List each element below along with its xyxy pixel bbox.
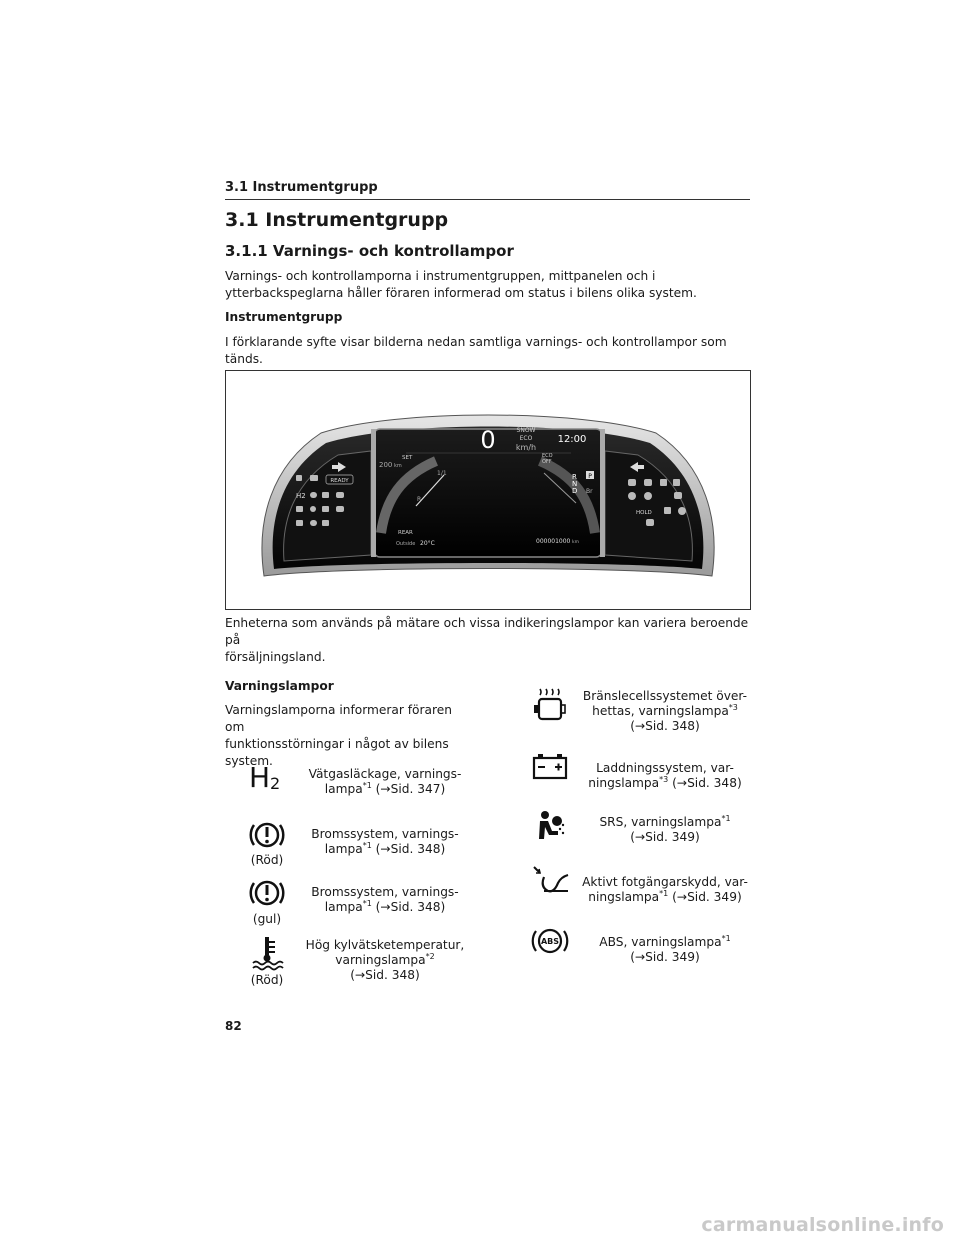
footnote-mark: *1 — [362, 840, 372, 850]
footnote-mark: *2 — [425, 951, 435, 961]
entry-line — [295, 842, 475, 857]
entry-text: varningslampa — [335, 953, 426, 967]
entry-line: Laddningssystem, var- — [596, 761, 734, 775]
entry-line — [295, 900, 475, 915]
gear-n: N — [572, 480, 578, 488]
page-ref: (→Sid. 348) — [371, 900, 446, 914]
instrument-heading: Instrumentgrupp — [225, 310, 343, 324]
entry-text: hettas, varningslampa — [592, 704, 729, 718]
entry-line — [295, 953, 475, 968]
entry-line — [575, 704, 755, 719]
page-ref: (→Sid. 347) — [371, 782, 446, 796]
range-value: 200 — [379, 461, 393, 469]
page-ref: (→Sid. 348) — [630, 719, 700, 733]
gear-p: P — [588, 473, 592, 480]
entry-line: Bromssystem, varnings- — [311, 827, 459, 841]
svg-text:ABS: ABS — [540, 937, 560, 946]
svg-text:H: H — [249, 761, 271, 794]
page-ref: (→Sid. 348) — [371, 842, 446, 856]
coolant-description — [295, 938, 475, 983]
entry-text: lampa — [324, 842, 363, 856]
caption-line-1: Enheterna som används på mätare och vissa indikeringslampor kan variera beroende på — [225, 616, 749, 647]
footnote-mark: *1 — [362, 780, 372, 790]
abs-icon — [530, 923, 570, 959]
page-ref: (→Sid. 349) — [630, 950, 700, 964]
running-header: 3.1 Instrumentgrupp — [225, 180, 378, 195]
speed-unit: km/h — [515, 443, 537, 452]
coolant-temp-icon — [247, 935, 287, 971]
outside-temp: 20°C — [420, 540, 435, 547]
gauge-r: R — [417, 496, 422, 503]
intro-paragraph — [225, 268, 750, 302]
entry-text: ABS, varningslampa — [599, 935, 722, 949]
watermark: carmanualsonline.info — [701, 1214, 944, 1236]
section-subtitle: 3.1.1 Varnings- och kontrollampor — [225, 242, 514, 260]
entry-line — [575, 890, 755, 905]
outside-label: Outside — [396, 541, 416, 547]
caption-line-2: försäljningsland. — [225, 650, 326, 664]
h2-leak-description — [295, 767, 475, 797]
entry-line: Aktivt fotgängarskydd, var- — [582, 875, 748, 889]
gear-d: D — [572, 487, 578, 495]
set-label: SET — [402, 455, 413, 461]
instrument-text: I förklarande syfte visar bilderna nedan samtliga varnings- och kontrollampor som tänds. — [225, 335, 727, 366]
entry-line — [575, 776, 755, 791]
page-ref: (→Sid. 349) — [668, 890, 742, 904]
battery-description — [575, 761, 755, 791]
abs-description — [575, 935, 755, 965]
header-divider — [225, 199, 750, 200]
srs-description — [575, 815, 755, 845]
brake-yellow-description — [295, 885, 475, 915]
right-divider — [600, 429, 605, 557]
entry-text: ningslampa — [588, 776, 660, 790]
brake-red-color-label: (Röd) — [250, 853, 284, 867]
left-divider — [371, 429, 376, 557]
ready-indicator: READY — [330, 478, 349, 484]
entry-line: Bromssystem, varnings- — [311, 885, 459, 899]
warning-intro-line-3: system. — [225, 754, 273, 768]
srs-airbag-icon — [530, 809, 570, 845]
page-ref: (→Sid. 348) — [350, 968, 420, 982]
instrument-cluster-illustration — [226, 371, 750, 609]
right-warning-list — [520, 685, 755, 975]
footnote-mark: *1 — [721, 933, 731, 943]
eco-off-2: OFF — [542, 459, 552, 465]
pedestrian-description — [575, 875, 755, 905]
entry-line — [575, 815, 755, 830]
page-ref: (→Sid. 348) — [668, 776, 742, 790]
mode-eco: ECO — [519, 435, 533, 442]
gear-r: R — [572, 473, 577, 481]
warning-heading: Varningslampor — [225, 679, 334, 693]
fraction: 1/1 — [437, 470, 447, 477]
left-warning-list — [225, 755, 485, 995]
odometer-unit: km — [572, 540, 579, 545]
warning-intro-line-1: Varningslamporna informerar föraren om — [225, 703, 452, 734]
entry-line: Bränslecellssystemet över- — [582, 689, 748, 703]
brake-red-description — [295, 827, 475, 857]
pedestrian-hood-icon — [530, 865, 570, 901]
page-title: 3.1 Instrumentgrupp — [225, 209, 449, 231]
clock: 12:00 — [557, 434, 587, 445]
fuel-cell-overheat-icon — [530, 687, 570, 723]
h2-indicator: H2 — [296, 492, 306, 500]
entry-line — [295, 782, 475, 797]
footnote-mark: *3 — [728, 702, 738, 712]
footnote-mark: *3 — [659, 774, 669, 784]
rear-label: REAR — [398, 530, 413, 536]
entry-line: Vätgasläckage, varnings- — [308, 767, 462, 781]
figure-caption — [225, 615, 750, 666]
fuel-cell-description — [575, 689, 755, 734]
battery-icon — [530, 749, 570, 785]
instrument-cluster-figure — [225, 370, 751, 610]
warning-intro-line-2: funktionsstörningar i något av bilens — [225, 737, 449, 751]
odometer: 000001000 — [536, 538, 571, 545]
svg-text:2: 2 — [270, 774, 281, 793]
page-number: 82 — [225, 1019, 242, 1033]
footnote-mark: *1 — [362, 898, 372, 908]
footnote-mark: *1 — [659, 888, 669, 898]
speed-value: 0 — [480, 426, 496, 454]
footnote-mark: *1 — [721, 813, 731, 823]
gear-br: Br — [586, 488, 593, 495]
h2-leak-icon — [247, 759, 287, 795]
entry-text: ningslampa — [588, 890, 660, 904]
entry-text: lampa — [324, 782, 363, 796]
hold-indicator: HOLD — [636, 510, 652, 516]
page-ref: (→Sid. 349) — [630, 830, 700, 844]
intro-line-1: Varnings- och kontrollamporna i instrumentgruppen, mittpanelen och i — [225, 269, 656, 283]
eco-off-1: ECO — [542, 453, 553, 459]
entry-text: lampa — [324, 900, 363, 914]
intro-line-2: ytterbackspeglarna håller föraren informerad om status i bilens olika system. — [225, 286, 697, 300]
brake-red-icon — [247, 817, 287, 853]
brake-yellow-color-label: (gul) — [252, 912, 282, 926]
range-unit: km — [394, 463, 402, 469]
brake-yellow-icon — [247, 875, 287, 911]
mode-snow: SNOW — [516, 427, 536, 434]
entry-text: SRS, varningslampa — [599, 815, 722, 829]
coolant-color-label: (Röd) — [250, 973, 284, 987]
entry-line: Hög kylvätsketemperatur, — [305, 938, 465, 952]
entry-line — [575, 935, 755, 950]
